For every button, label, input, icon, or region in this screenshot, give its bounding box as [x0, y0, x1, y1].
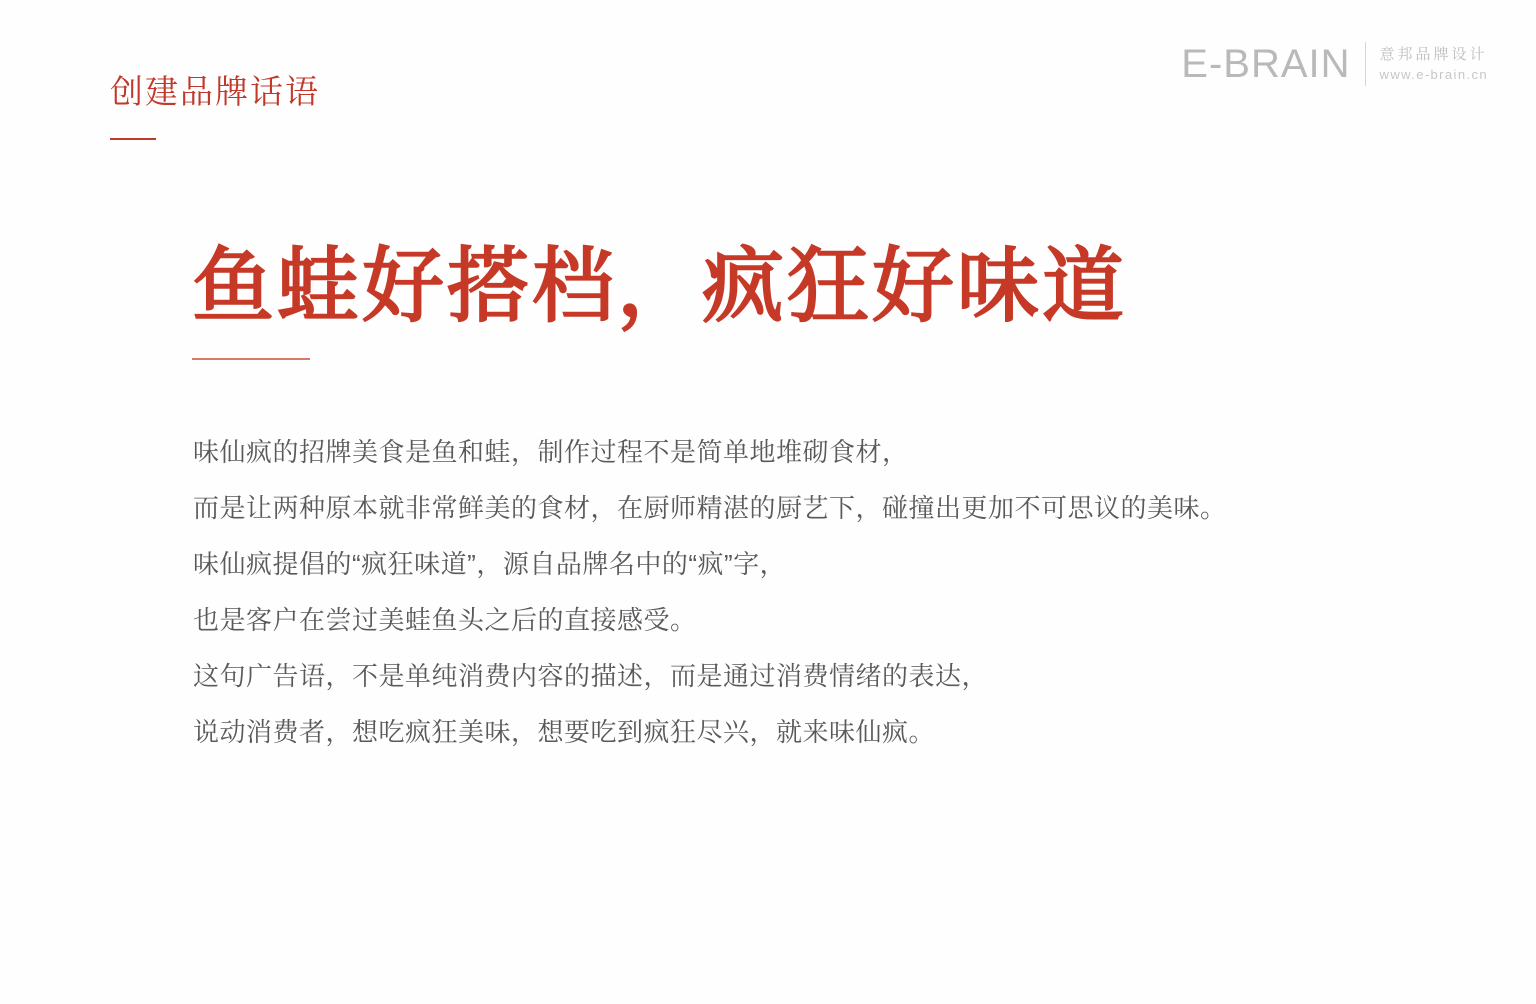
brand-chinese-name: 意邦品牌设计	[1379, 46, 1488, 63]
brand-text-block	[1380, 47, 1488, 81]
body-line: 而是让两种原本就非常鲜美的食材，在厨师精湛的厨艺下，碰撞出更加不可思议的美味。	[193, 493, 1227, 523]
section-heading	[110, 72, 320, 140]
brand-logo	[1181, 42, 1488, 86]
body-line: 这句广告语，不是单纯消费内容的描述，而是通过消费情绪的表达，	[193, 661, 989, 691]
brand-name: E-BRAIN	[1181, 42, 1351, 86]
section-heading-title: 创建品牌话语	[110, 73, 320, 110]
brand-website-url: www.e-brain.cn	[1379, 67, 1488, 82]
slogan-text: 鱼蛙好搭档，疯狂好味道	[192, 241, 1128, 332]
brand-divider	[1365, 42, 1366, 86]
slogan-block	[192, 242, 1127, 360]
slogan-underline	[192, 358, 310, 360]
body-line: 味仙疯的招牌美食是鱼和蛙，制作过程不是简单地堆砌食材，	[193, 437, 909, 467]
body-line: 味仙疯提倡的“疯狂味道”，源自品牌名中的“疯”字，	[193, 549, 787, 579]
section-heading-underline	[110, 138, 156, 140]
body-line: 说动消费者，想吃疯狂美味，想要吃到疯狂尽兴，就来味仙疯。	[193, 717, 936, 747]
body-line: 也是客户在尝过美蛙鱼头之后的直接感受。	[193, 605, 697, 635]
body-copy	[193, 424, 1423, 760]
